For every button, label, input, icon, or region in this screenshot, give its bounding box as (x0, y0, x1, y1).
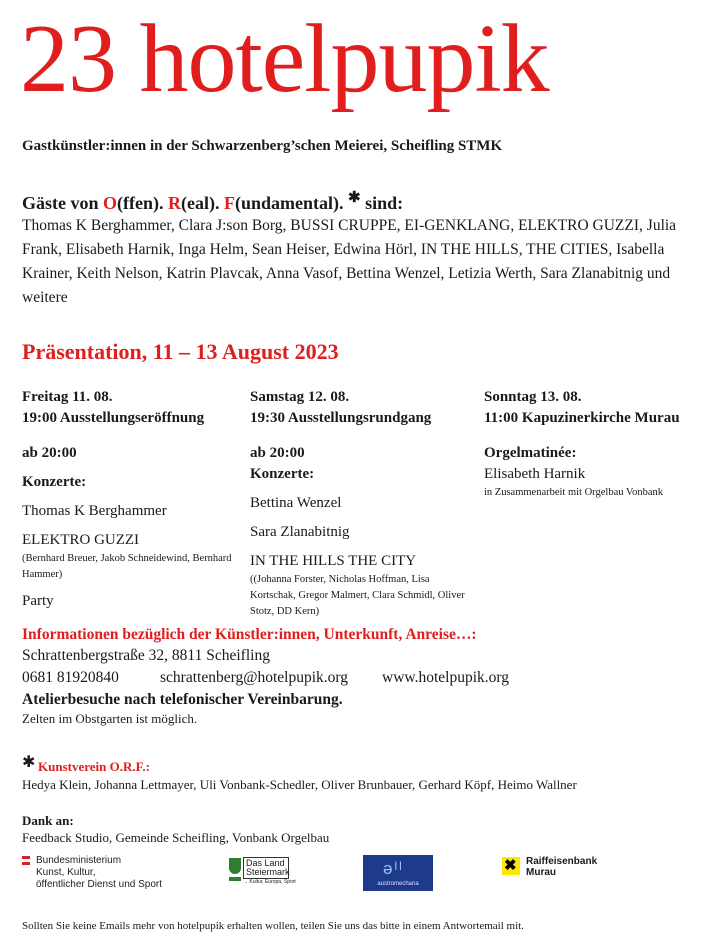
guests-list: Thomas K Berghammer, Clara J:son Borg, BUSSI CRUPPE, EI-GENKLANG, ELEKTRO GUZZI, Julia Frank, Elisabeth Harnik, Inga Helm, Sean Heiser, Edwina Hörl, IN THE HILLS, THE CITIES, Isabella Krainer, Keith Nelson, Katrin Plavcak, Anna Vasof, Bettina Wenzel, Letizia Werth, Sara Zlanabitnig und weitere (22, 217, 677, 306)
friday-party: Party (22, 593, 54, 609)
logo-bundesministerium (22, 855, 192, 891)
steiermark-name: Das Land Steiermark (243, 857, 289, 879)
dank-list: Feedback Studio, Gemeinde Scheifling, Vonbank Orgelbau (22, 830, 330, 845)
guests-suffix: sind: (360, 193, 404, 213)
friday-concerts-label: Konzerte: (22, 474, 87, 490)
dank-heading: Dank an: (22, 813, 74, 828)
saturday-act-3-members: ((Johanna Forster, Nicholas Hoffman, Lisa Kortschak, Gregor Malmert, Clara Schmidl, Oliver Stotz, DD Kern) (250, 574, 465, 617)
saturday-act-3: IN THE HILLS THE CITY (250, 553, 417, 569)
friday-time: ab 20:00 (22, 445, 77, 461)
austromechana-mark-icon: ǝˡˡ (383, 859, 404, 878)
schedule-saturday (250, 387, 465, 620)
saturday-time: ab 20:00 (250, 445, 305, 461)
guests-f-rest: (undamental). (234, 193, 348, 213)
raiffeisen-line-2: Murau (526, 867, 556, 878)
saturday-act-2: Sara Zlanabitnig (250, 524, 350, 540)
raiffeisen-line-1: Raiffeisenbank (526, 856, 598, 867)
schedule-sunday (484, 387, 714, 501)
star-icon: ✱ (348, 190, 361, 206)
logo-steiermark (229, 857, 296, 887)
raiffeisen-text (526, 856, 597, 878)
steiermark-sub: → Kultur, Europa, Sport (243, 879, 296, 885)
bm-line-2: Kunst, Kultur, (36, 867, 96, 878)
letter-r: R (168, 193, 181, 213)
presentation-heading: Präsentation, 11 – 13 August 2023 (22, 339, 339, 364)
bm-line-3: öffentlicher Dienst und Sport (36, 879, 163, 890)
info-address: Schrattenbergstraße 32, 8811 Scheifling (22, 647, 270, 664)
info-email[interactable]: schrattenberg@hotelpupik.org (160, 669, 349, 686)
steiermark-crest-icon (229, 858, 241, 874)
friday-act-2: ELEKTRO GUZZI (22, 532, 140, 548)
subtitle: Gastkünstler:innen in der Schwarzenberg’schen Meierei, Scheifling STMK (22, 138, 503, 154)
sunday-note: in Zusammenarbeit mit Orgelbau Vonbank (484, 487, 664, 498)
austria-flag-icon (22, 856, 30, 865)
saturday-day: Samstag 12. 08. (250, 389, 350, 405)
kunstverein-heading: Kunstverein O.R.F.: (38, 759, 150, 774)
saturday-act-1: Bettina Wenzel (250, 495, 342, 511)
kunstverein-members: Hedya Klein, Johanna Lettmayer, Uli Vonbank-Schedler, Oliver Brunbauer, Gerhard Köpf, Heimo Wallner (22, 777, 577, 792)
raiffeisen-cross-icon: ✖ (502, 857, 520, 875)
sunday-day: Sonntag 13. 08. (484, 389, 582, 405)
steiermark-bar-icon (229, 877, 241, 881)
guests-prefix: Gäste von (22, 193, 103, 213)
schedule-friday (22, 387, 237, 612)
friday-act-2-members: (Bernhard Breuer, Jakob Schneidewind, Bernhard Hammer) (22, 553, 232, 580)
guests-o-rest: (ffen). (117, 193, 168, 213)
bm-line-1: Bundesministerium (36, 855, 122, 866)
sunday-event: 11:00 Kapuzinerkirche Murau (484, 410, 680, 426)
austromechana-text: austromechana (377, 881, 419, 887)
info-zelten: Zelten im Obstgarten ist möglich. (22, 711, 198, 726)
guests-r-rest: (eal). (181, 193, 224, 213)
logo-austromechana (363, 855, 433, 891)
guests-heading (22, 188, 403, 214)
info-web[interactable]: www.hotelpupik.org (382, 669, 510, 686)
saturday-event: 19:30 Ausstellungsrundgang (250, 410, 432, 426)
info-atelier: Atelierbesuche nach telefonischer Vereinbarung. (22, 691, 343, 708)
saturday-concerts-label: Konzerte: (250, 466, 315, 482)
page-title: 23 hotelpupik (20, 5, 549, 113)
letter-o: O (103, 193, 118, 213)
info-phone: 0681 81920840 (22, 669, 119, 686)
friday-event: 19:00 Ausstellungseröffnung (22, 410, 205, 426)
letter-f: F (223, 193, 235, 213)
friday-act-1: Thomas K Berghammer (22, 503, 167, 519)
kunstverein-star-icon: ✱ (22, 754, 36, 771)
footer-note: Sollten Sie keine Emails mehr von hotelpupik erhalten wollen, teilen Sie uns das bitte in einem Antwortemail mit. (22, 920, 524, 932)
info-heading: Informationen bezüglich der Künstler:innen, Unterkunft, Anreise…: (22, 626, 477, 643)
sunday-act-1: Elisabeth Harnik (484, 466, 586, 482)
friday-day: Freitag 11. 08. (22, 389, 113, 405)
sunday-organ-label: Orgelmatinée: (484, 445, 577, 461)
